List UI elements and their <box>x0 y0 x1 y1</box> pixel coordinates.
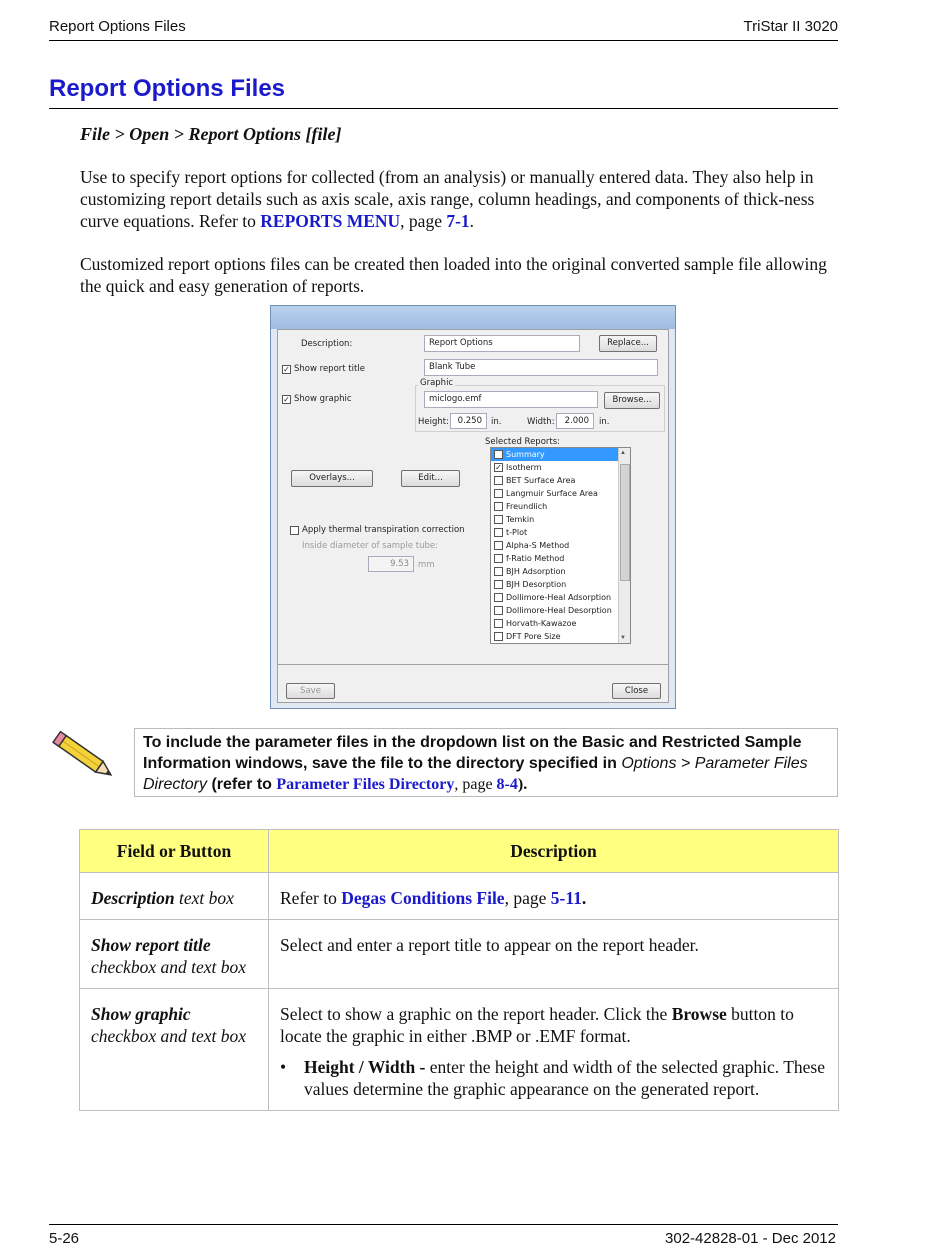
intro-paragraph <box>80 166 840 232</box>
report-item-label: DFT Pore Size <box>506 632 561 641</box>
field-cell <box>80 920 269 989</box>
report-list-item[interactable] <box>491 500 630 513</box>
report-checkbox[interactable] <box>494 593 503 602</box>
close-button[interactable]: Close <box>612 683 661 699</box>
width-label: Width: <box>527 417 555 427</box>
customized-paragraph: Customized report options files can be created then loaded into the original converted sample file allowing the quick and easy generation of reports. <box>80 254 827 296</box>
browse-button[interactable]: Browse... <box>604 392 660 409</box>
overlays-button[interactable]: Overlays... <box>291 470 373 487</box>
report-title-input[interactable]: Blank Tube <box>424 359 658 376</box>
width-input[interactable]: 2.000 <box>556 413 594 429</box>
show-report-title-label: Show report title <box>294 364 365 374</box>
note-box <box>134 728 838 797</box>
mm-label: mm <box>418 560 435 570</box>
report-checkbox[interactable] <box>494 489 503 498</box>
reports-menu-link[interactable]: REPORTS MENU <box>260 211 401 231</box>
parameter-files-page-link[interactable]: 8-4 <box>496 776 518 793</box>
report-item-label: Alpha-S Method <box>506 541 570 550</box>
report-item-label: t-Plot <box>506 528 528 537</box>
report-list-item[interactable] <box>491 552 630 565</box>
report-item-label: Freundlich <box>506 502 548 511</box>
table-row <box>80 989 839 1111</box>
selected-reports-label: Selected Reports: <box>485 437 561 447</box>
inside-diameter-label: Inside diameter of sample tube: <box>302 541 438 551</box>
report-item-label: Isotherm <box>506 463 542 472</box>
thermal-label: Apply thermal transpiration correction <box>302 525 465 535</box>
field-name: Description <box>91 888 175 908</box>
graphic-file-input[interactable]: miclogo.emf <box>424 391 598 408</box>
desc-paragraph <box>280 1003 827 1047</box>
report-list-item[interactable] <box>491 591 630 604</box>
report-list-item[interactable] <box>491 487 630 500</box>
degas-page-link[interactable]: 5-11 <box>550 888 582 908</box>
selected-reports-list[interactable] <box>490 447 631 644</box>
height-unit: in. <box>491 417 502 427</box>
report-checkbox[interactable] <box>494 554 503 563</box>
replace-button[interactable]: Replace... <box>599 335 657 352</box>
description-label: Description: <box>301 339 353 349</box>
report-item-label: Temkin <box>506 515 535 524</box>
field-type: checkbox and text box <box>91 957 246 977</box>
bullet-term: Height / Width - <box>304 1057 426 1077</box>
scroll-up-icon[interactable]: ▲ <box>620 450 626 456</box>
parameter-files-link[interactable]: Parameter Files Directory <box>276 776 455 793</box>
report-list-item[interactable] <box>491 539 630 552</box>
header-rule <box>49 40 838 41</box>
field-cell <box>80 989 269 1111</box>
intro-text: Use to specify report options for collected (from an analysis) or manually entered data. They also help in customizing report details such as axis scale, axis range, column headings, and components of thick-ness curve equations. Refer to <box>80 167 815 231</box>
report-list-item[interactable] <box>491 617 630 630</box>
description-cell: Select and enter a report title to appear on the report header. <box>269 920 839 989</box>
dialog-titlebar <box>271 306 675 329</box>
report-checkbox[interactable] <box>494 502 503 511</box>
report-options-dialog <box>270 305 676 709</box>
header-left: Report Options Files <box>49 18 186 35</box>
description-input[interactable]: Report Options <box>424 335 580 352</box>
note-refer: (refer to <box>207 776 277 793</box>
field-type: text box <box>174 888 234 908</box>
bullet-text: enter the height and width of the selected graphic. These values determine the graphic appearance on the generated report. <box>304 1057 825 1099</box>
width-unit: in. <box>599 417 610 427</box>
show-report-title-checkbox[interactable]: ✓ <box>283 365 290 374</box>
reports-scrollbar[interactable] <box>618 448 630 643</box>
report-checkbox[interactable] <box>494 541 503 550</box>
inside-diameter-input[interactable]: 9.53 <box>368 556 414 572</box>
field-description-table <box>79 829 839 1111</box>
report-item-label: Dollimore-Heal Desorption <box>506 606 612 615</box>
footer-page-number: 5-26 <box>49 1230 80 1247</box>
height-input[interactable]: 0.250 <box>450 413 487 429</box>
report-list-item[interactable] <box>491 630 630 643</box>
menu-path: File > Open > Report Options [file] <box>80 124 342 144</box>
report-item-label: f-Ratio Method <box>506 554 565 563</box>
report-checkbox[interactable] <box>494 515 503 524</box>
thermal-checkbox[interactable] <box>290 526 299 535</box>
report-list-item[interactable] <box>491 526 630 539</box>
report-item-label: Dollimore-Heal Adsorption <box>506 593 612 602</box>
dialog-body <box>277 329 669 665</box>
height-width-bullet <box>280 1056 827 1100</box>
field-cell <box>80 873 269 920</box>
report-item-label: Horvath-Kawazoe <box>506 619 577 628</box>
pencil-note-icon <box>50 728 122 788</box>
description-cell <box>269 873 839 920</box>
browse-term: Browse <box>671 1004 727 1024</box>
dialog-footer <box>277 665 669 703</box>
report-item-label: Summary <box>506 450 545 459</box>
reports-menu-page-link[interactable]: 7-1 <box>446 211 470 231</box>
report-item-label: Langmuir Surface Area <box>506 489 598 498</box>
report-checkbox[interactable] <box>494 567 503 576</box>
field-type: checkbox and text box <box>91 1026 246 1046</box>
report-list-item[interactable] <box>491 604 630 617</box>
report-checkbox[interactable] <box>494 450 503 459</box>
note-menu-path: Options > Parameter Files Directory <box>143 755 808 793</box>
report-list-item[interactable] <box>491 565 630 578</box>
report-checkbox[interactable]: ✓ <box>495 463 502 472</box>
desc-text-2: button to locate the graphic in either .BMP or .EMF format. <box>280 1004 794 1046</box>
intro-end: . <box>469 211 475 231</box>
edit-button[interactable]: Edit... <box>401 470 460 487</box>
report-list-item[interactable] <box>491 578 630 591</box>
note-page-label: , page <box>454 776 497 793</box>
report-checkbox[interactable] <box>494 528 503 537</box>
intro-page-label: , page <box>400 211 447 231</box>
desc-page-label: , page <box>504 888 551 908</box>
page-title: Report Options Files <box>49 75 286 102</box>
table-row <box>80 920 839 989</box>
report-item-label: BJH Desorption <box>506 580 567 589</box>
scroll-thumb[interactable] <box>620 464 630 581</box>
desc-text: Select to show a graphic on the report header. Click the <box>280 1004 672 1024</box>
report-checkbox[interactable] <box>494 476 503 485</box>
height-label: Height: <box>418 417 449 427</box>
report-checkbox[interactable] <box>494 632 503 641</box>
show-graphic-checkbox[interactable]: ✓ <box>283 395 290 404</box>
report-list-item[interactable] <box>491 513 630 526</box>
note-text: To include the parameter files in the dropdown list on the Basic and Restricted Sample Information windows, save the file to the directory specified in <box>143 734 802 772</box>
show-graphic-label: Show graphic <box>294 394 352 404</box>
report-checkbox[interactable] <box>494 619 503 628</box>
footer-doc-id: 302-42828-01 - Dec 2012 <box>665 1230 836 1247</box>
report-list-item[interactable] <box>491 474 630 487</box>
graphic-group-label: Graphic <box>420 378 454 388</box>
description-cell <box>269 989 839 1111</box>
save-button[interactable]: Save <box>286 683 335 699</box>
report-list-item[interactable] <box>491 461 630 474</box>
col-header-description: Description <box>269 830 839 873</box>
report-checkbox[interactable] <box>494 606 503 615</box>
scroll-down-icon[interactable]: ▼ <box>620 635 626 641</box>
field-name: Show graphic <box>91 1004 191 1024</box>
report-item-label: BJH Adsorption <box>506 567 566 576</box>
desc-text: Refer to <box>280 888 342 908</box>
degas-conditions-link[interactable]: Degas Conditions File <box>341 888 505 908</box>
title-rule <box>49 108 838 109</box>
bullet-mark: • <box>280 1057 287 1077</box>
report-item-label: BET Surface Area <box>506 476 576 485</box>
table-header-row <box>80 830 839 873</box>
note-end: ). <box>517 776 528 793</box>
header-right: TriStar II 3020 <box>743 18 838 35</box>
footer-rule <box>49 1224 838 1225</box>
report-list-item[interactable] <box>491 448 630 461</box>
col-header-field: Field or Button <box>80 830 269 873</box>
report-checkbox[interactable] <box>494 580 503 589</box>
desc-end: . <box>581 888 587 908</box>
table-row <box>80 873 839 920</box>
field-name: Show report title <box>91 935 211 955</box>
